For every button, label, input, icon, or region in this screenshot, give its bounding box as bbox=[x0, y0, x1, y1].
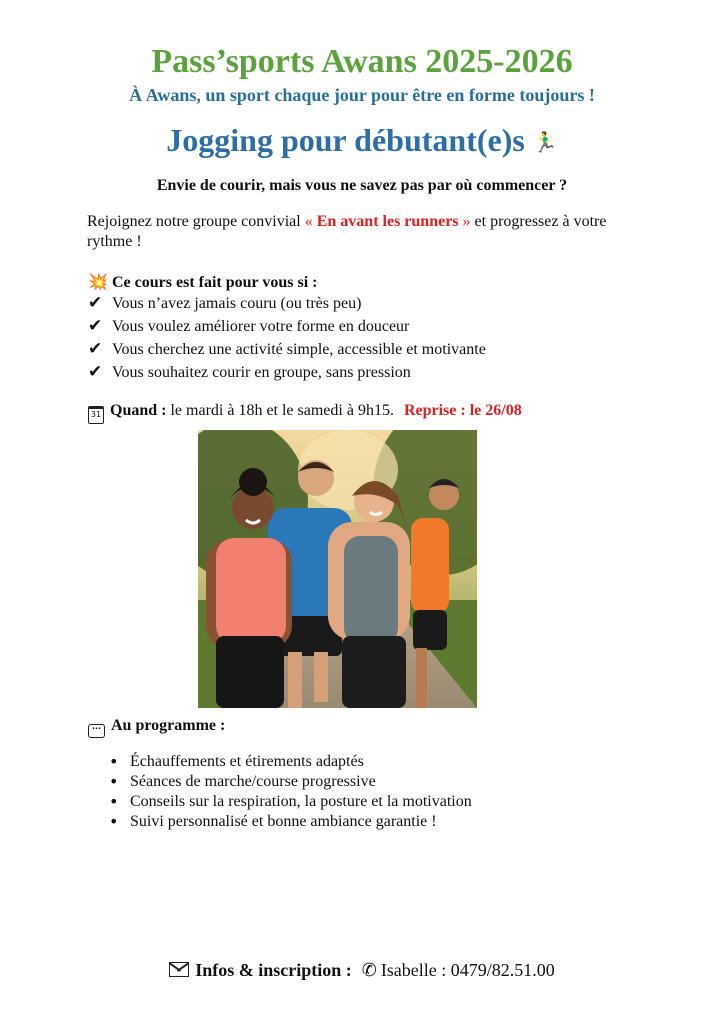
footer-label: Infos & inscription : bbox=[195, 960, 352, 980]
bullet-icon: • bbox=[109, 812, 119, 831]
schedule-text: le mardi à 18h et le samedi à 9h15. bbox=[166, 402, 394, 419]
collision-icon: 💥 bbox=[88, 272, 108, 291]
list-item bbox=[107, 792, 472, 812]
footer-contact bbox=[0, 958, 724, 983]
program-heading-text: Au programme : bbox=[111, 717, 226, 734]
bullet-icon: • bbox=[109, 792, 119, 811]
list-item-text: Suivi personnalisé et bonne ambiance garantie ! bbox=[130, 813, 437, 830]
list-item-text: Vous n’avez jamais couru (ou très peu) bbox=[112, 295, 362, 312]
group-name: En avant les runners bbox=[316, 213, 459, 230]
list-item bbox=[88, 338, 486, 361]
schedule-line bbox=[88, 400, 522, 424]
list-item-text: Vous voulez améliorer votre forme en douceur bbox=[112, 318, 410, 335]
runners-illustration bbox=[198, 430, 477, 708]
list-item-text: Conseils sur la respiration, la posture et la motivation bbox=[130, 793, 472, 810]
intro-paragraph bbox=[87, 212, 627, 252]
restart-date: Reprise : le 26/08 bbox=[403, 402, 522, 419]
intro-after: et progressez à votre rythme ! bbox=[87, 213, 607, 250]
list-item bbox=[88, 292, 486, 315]
list-item bbox=[107, 772, 472, 792]
checkmark-icon: ✔ bbox=[88, 339, 103, 359]
tagline: Envie de courir, mais vous ne savez pas par où commencer ? bbox=[156, 177, 568, 194]
bullet-icon: • bbox=[109, 752, 119, 771]
list-item bbox=[107, 752, 472, 772]
schedule-label: Quand : bbox=[110, 402, 167, 419]
calendar-icon: 31 bbox=[88, 406, 104, 424]
page-title: Pass’sports Awans 2025-2026 bbox=[151, 43, 573, 80]
intro-quote-close: » bbox=[458, 213, 471, 230]
checkmark-icon: ✔ bbox=[88, 316, 103, 336]
audience-heading bbox=[88, 272, 317, 293]
contact-phone[interactable]: Isabelle : 0479/82.51.00 bbox=[380, 960, 555, 980]
list-item-text: Vous cherchez une activité simple, accessible et motivante bbox=[112, 341, 486, 358]
list-item bbox=[107, 812, 472, 832]
program-heading bbox=[88, 716, 225, 738]
phone-icon: ✆ bbox=[361, 960, 377, 981]
audience-heading-text: Ce cours est fait pour vous si : bbox=[112, 274, 318, 291]
course-title-text: Jogging pour débutant(e)s bbox=[166, 122, 525, 158]
audience-list bbox=[88, 292, 486, 384]
list-item-text: Vous souhaitez courir en groupe, sans pression bbox=[112, 364, 411, 381]
speech-bubble-icon: ··· bbox=[88, 724, 105, 738]
list-item bbox=[88, 361, 486, 384]
list-item bbox=[88, 315, 486, 338]
program-list bbox=[107, 752, 472, 832]
runner-icon: 🏃‍♂ bbox=[532, 130, 558, 154]
course-title bbox=[0, 120, 724, 162]
runners-photo bbox=[198, 430, 477, 708]
list-item-text: Échauffements et étirements adaptés bbox=[130, 753, 364, 770]
intro-before: Rejoignez notre groupe convivial bbox=[87, 213, 305, 230]
checkmark-icon: ✔ bbox=[88, 362, 103, 382]
intro-quote-open: « bbox=[304, 213, 317, 230]
bullet-icon: • bbox=[109, 772, 119, 791]
page-subtitle: À Awans, un sport chaque jour pour être en forme toujours ! bbox=[129, 85, 595, 105]
checkmark-icon: ✔ bbox=[88, 293, 103, 313]
list-item-text: Séances de marche/course progressive bbox=[130, 773, 376, 790]
envelope-icon bbox=[169, 962, 189, 977]
